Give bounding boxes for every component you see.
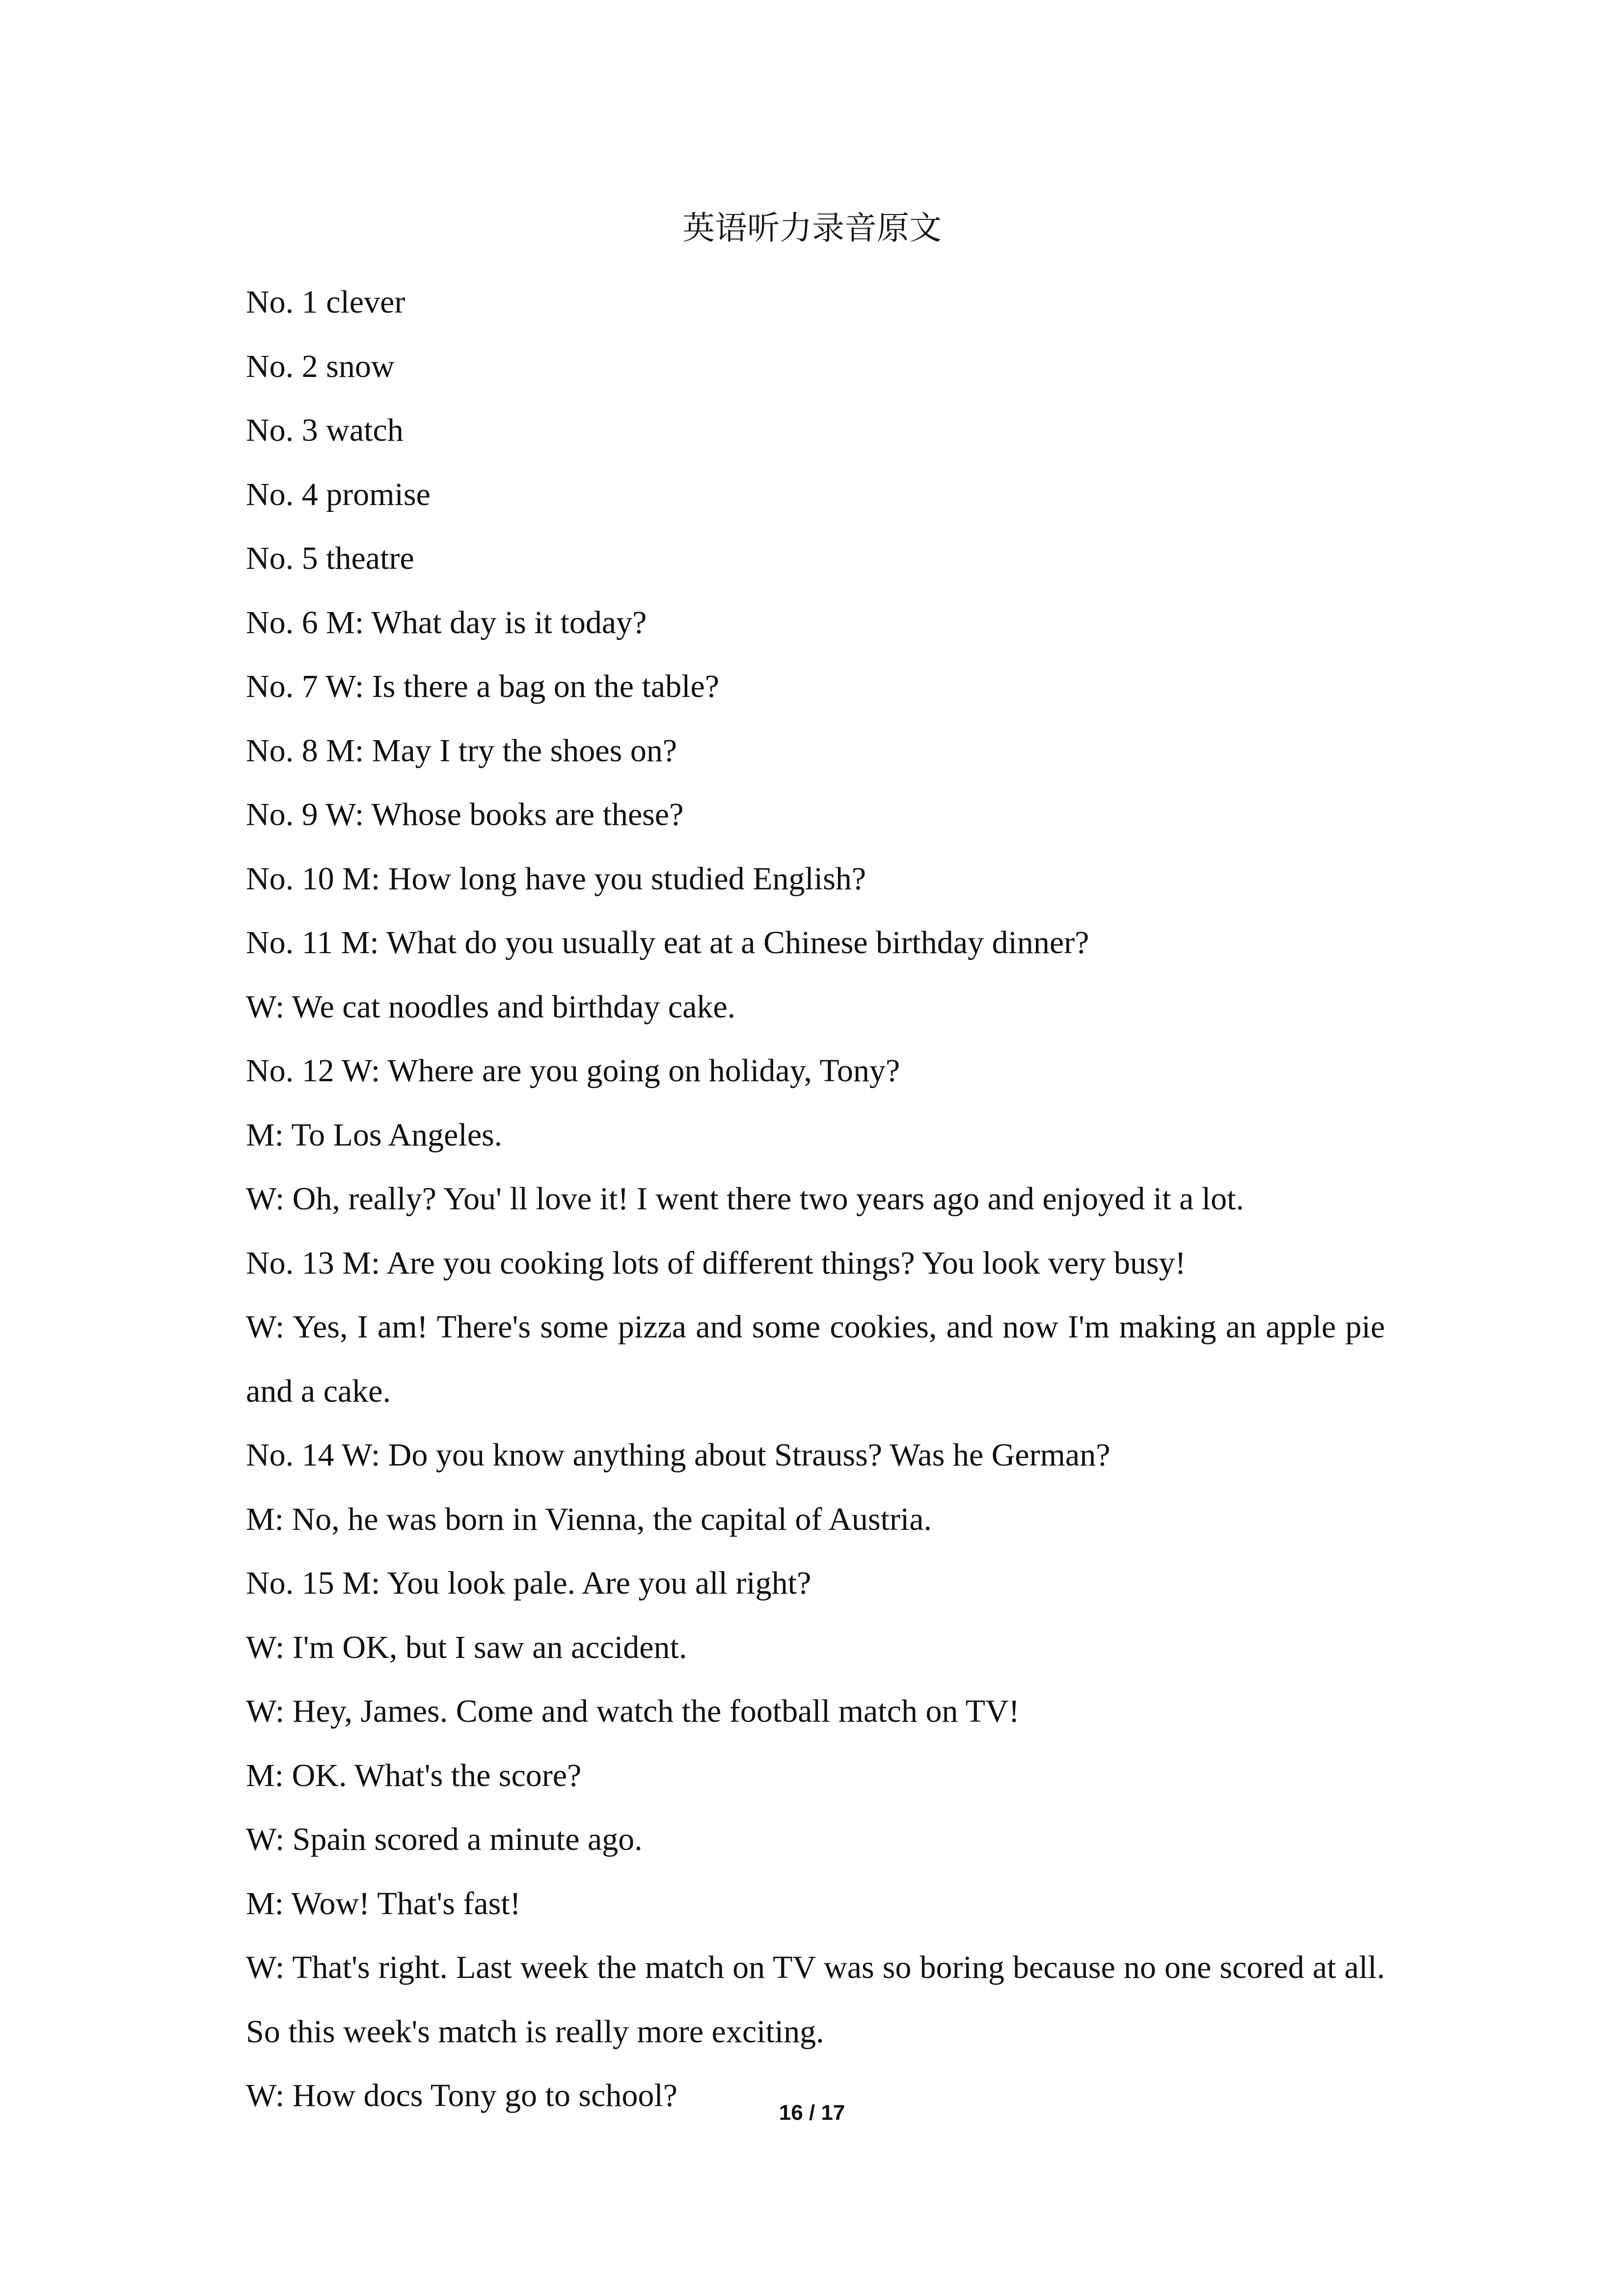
transcript-line: No. 6 M: What day is it today? — [246, 604, 647, 641]
transcript-line: M: No, he was born in Vienna, the capital of Austria. — [246, 1501, 932, 1537]
transcript-line: No. 7 W: Is there a bag on the table? — [246, 668, 719, 704]
transcript-line: W: Oh, really? You' ll love it! I went there two years ago and enjoyed it a lot. — [246, 1181, 1244, 1217]
transcript-line: No. 1 clever — [246, 284, 406, 320]
transcript-line: M: OK. What's the score? — [246, 1757, 582, 1793]
transcript-line: M: To Los Angeles. — [246, 1117, 503, 1153]
transcript-line: No. 5 theatre — [246, 540, 414, 576]
transcript-line: No. 13 M: Are you cooking lots of different things? You look very busy! — [246, 1245, 1186, 1281]
transcript-line: W: Spain scored a minute ago. — [246, 1821, 643, 1857]
transcript-line: W: That's right. Last week the match on TV was so boring because no one scored at all. So this week's match is really more exciting. — [246, 1949, 1385, 2050]
transcript-line: W: I'm OK, but I saw an accident. — [246, 1629, 687, 1665]
transcript-line: No. 11 M: What do you usually eat at a Chinese birthday dinner? — [246, 925, 1089, 961]
transcript-body — [246, 270, 1385, 2128]
transcript-line: W: We cat noodles and birthday cake. — [246, 988, 736, 1025]
transcript-line: No. 9 W: Whose books are these? — [246, 797, 684, 832]
transcript-line: M: Wow! That's fast! — [246, 1885, 521, 1922]
transcript-line: W: How docs Tony go to school? — [246, 2078, 677, 2113]
transcript-line: No. 15 M: You look pale. Are you all right? — [246, 1565, 812, 1601]
page-title: 英语听力录音原文 — [682, 209, 942, 247]
transcript-line: No. 14 W: Do you know anything about Strauss? Was he German? — [246, 1437, 1110, 1473]
transcript-line: No. 2 snow — [246, 348, 395, 384]
transcript-line: No. 12 W: Where are you going on holiday, Tony? — [246, 1053, 900, 1089]
transcript-line: No. 8 M: May I try the shoes on? — [246, 732, 677, 769]
transcript-line: No. 10 M: How long have you studied English? — [246, 860, 866, 897]
page-number: 16 / 17 — [779, 2101, 845, 2125]
transcript-line: No. 3 watch — [246, 412, 404, 448]
transcript-line: W: Yes, I am! There's some pizza and some cookies, and now I'm making an apple pie and a cake. — [246, 1309, 1385, 1409]
transcript-line: No. 4 promise — [246, 476, 431, 512]
transcript-line: W: Hey, James. Come and watch the football match on TV! — [246, 1693, 1020, 1729]
